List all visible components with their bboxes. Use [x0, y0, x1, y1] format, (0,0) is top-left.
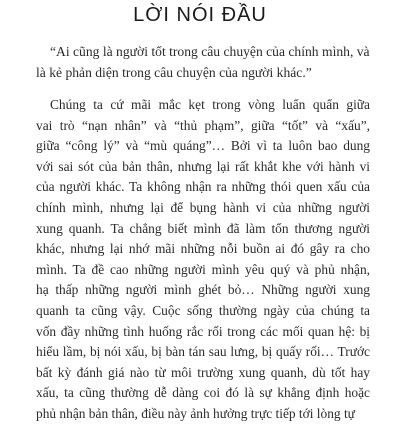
paragraph-line: mình. Ta đề cao những người mình yêu quý và phủ nhận, [36, 261, 370, 277]
paragraph-line: chính mình, nhưng lại để bụng hành vi của những người [36, 199, 370, 215]
paragraph-line: với sai sót của bản thân, nhưng lại rất khắt khe với hành vi [36, 158, 370, 174]
paragraph-line: vốn đầy những tình huống rắc rối trong các mối quan hệ: bị [36, 323, 370, 339]
paragraph-line: xung quanh. Ta chẳng biết mình đã làm tổn thương người [36, 220, 370, 236]
paragraph-line: của người khác. Ta không nhận ra những thói quen xấu của [36, 179, 370, 195]
paragraph-line: hạ thấp những người mình ghét bỏ… Những người xung [36, 282, 370, 298]
paragraph-line: khác, nhưng lại nhớ mãi những nỗi buồn ai đó gây ra cho [36, 241, 370, 257]
body-paragraph [36, 95, 370, 425]
page-title: LỜI NÓI ĐẦU [133, 4, 267, 26]
paragraph-line: hiểu lầm, bị nói xấu, bị bàn tán sau lưng, bị quấy rối… Trước [36, 344, 370, 360]
epigraph-quote: “Ai cũng là người tốt trong câu chuyện của chính mình, và là kẻ phản diện trong câu chuyện của người khác.” [36, 44, 370, 80]
paragraph-line: bất kỳ đánh giá nào từ môi trường xung quanh, dù tốt hay [36, 364, 370, 380]
paragraph-line: vai trò “nạn nhân” và “thủ phạm”, giữa “tốt” và “xấu”, [36, 117, 370, 133]
paragraph-line: Chúng ta cứ mãi mắc kẹt trong vòng luẩn quẩn giữa [50, 97, 370, 112]
paragraph-line: xấu, ta cũng thường dễ dàng coi đó là sự khẳng định hoặc [36, 385, 370, 401]
paragraph-line: phủ nhận bản thân, điều này ảnh hưởng trực tiếp tới lòng tự [36, 405, 355, 421]
paragraph-line: quanh ta cũng vậy. Cuộc sống thường ngày của chúng ta [36, 302, 370, 318]
paragraph-line: giữa “công lý” và “mù quáng”… Bởi vì ta luôn bao dung [36, 138, 370, 154]
